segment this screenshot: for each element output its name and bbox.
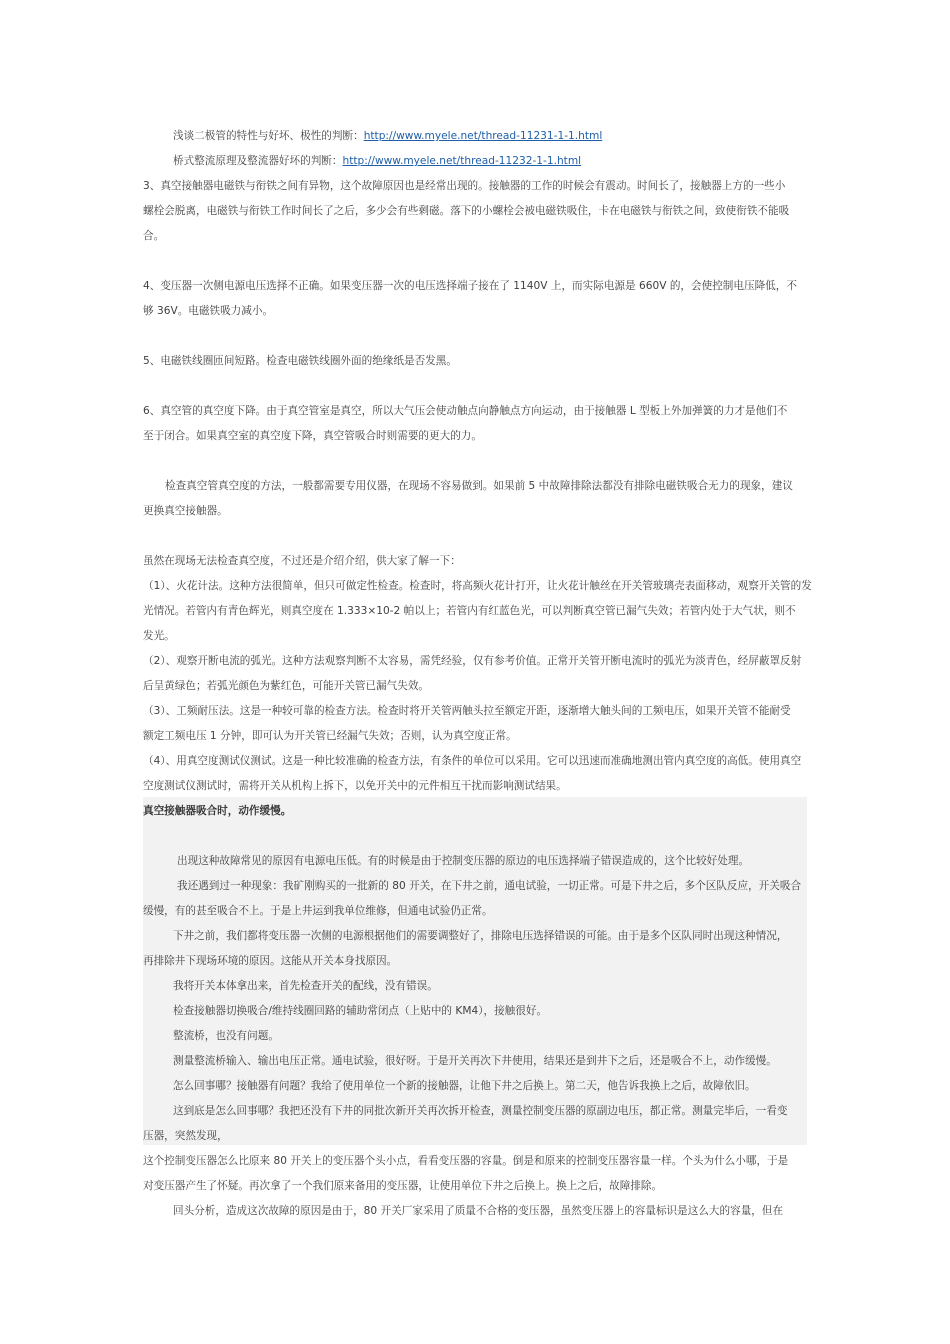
link-line-diode bbox=[173, 129, 950, 143]
story-line: 压器，突然发现， bbox=[143, 1130, 228, 1142]
paragraph-line: （4）、用真空度测试仪测试。这是一种比较准确的检查方法，有条件的单位可以采用。它可以迅速而准确地测出管内真空度的高低。使用真空 bbox=[143, 755, 802, 767]
story-line: 下井之前，我们都将变压器一次侧的电源根据他们的需要调整好了，排除电压选择错误的可能。由于是多个区队同时出现这种情况， bbox=[173, 930, 788, 942]
story-line: 这到底是怎么回事哪？我把还没有下井的同批次新开关再次拆开检查，测量控制变压器的原副边电压，都正常。测量完毕后，一看变 bbox=[173, 1105, 788, 1117]
paragraph-line: 虽然在现场无法检查真空度，不过还是介绍介绍，供大家了解一下： bbox=[143, 555, 461, 567]
paragraph-line: 合。 bbox=[143, 230, 165, 242]
story-line: 怎么回事哪？接触器有问题？我给了使用单位一个新的接触器，让他下井之后换上。第二天，他告诉我换上之后，故障依旧。 bbox=[173, 1080, 756, 1092]
thread-link[interactable]: http://www.myele.net/thread-11231-1-1.html bbox=[363, 130, 603, 142]
paragraph-line: 光情况。若管内有青色辉光，则真空度在 1.333×10-2 帕以上；若管内有红蓝色光，可以判断真空管已漏气失效；若管内处于大气状，则不 bbox=[143, 605, 796, 617]
paragraph-line: （3）、工频耐压法。这是一种较可靠的检查方法。检查时将开关管两触头拉至额定开距，逐渐增大触头间的工频电压，如果开关管不能耐受 bbox=[143, 705, 791, 717]
story-line: 回头分析，造成这次故障的原因是由于，80 开关厂家采用了质量不合格的变压器，虽然变压器上的容量标识是这么大的容量，但在 bbox=[173, 1205, 784, 1217]
link-prefix: 桥式整流原理及整流器好坏的判断： bbox=[173, 155, 343, 167]
paragraph-line: 螺栓会脱离，电磁铁与衔铁工作时间长了之后，多少会有些剩磁。落下的小螺栓会被电磁铁吸住，卡在电磁铁与衔铁之间，致使衔铁不能吸 bbox=[143, 205, 790, 217]
story-line: 我将开关本体拿出来，首先检查开关的配线，没有错误。 bbox=[173, 980, 438, 992]
paragraph-line: 够 36V。电磁铁吸力减小。 bbox=[143, 305, 274, 317]
story-line: 对变压器产生了怀疑。再次拿了一个我们原来备用的变压器，让使用单位下井之后换上。换上之后，故障排除。 bbox=[143, 1180, 663, 1192]
paragraph-line: 额定工频电压 1 分钟，即可认为开关管已经漏气失效；否则，认为真空度正常。 bbox=[143, 730, 517, 742]
paragraph-line: 检查真空管真空度的方法，一般都需要专用仪器，在现场不容易做到。如果前 5 中故障排除法都没有排除电磁铁吸合无力的现象，建议 bbox=[165, 480, 793, 492]
story-line: 缓慢，有的甚至吸合不上。于是上井运到我单位维修，但通电试验仍正常。 bbox=[143, 905, 493, 917]
story-line: 这个控制变压器怎么比原来 80 开关上的变压器个头小点，看看变压器的容量。倒是和原来的控制变压器容量一样。个头为什么小哪，于是 bbox=[143, 1155, 789, 1167]
section-title: 真空接触器吸合时，动作缓慢。 bbox=[143, 805, 292, 817]
link-line-bridge bbox=[173, 154, 950, 168]
story-line: 测量整流桥输入、输出电压正常。通电试验，很好呀。于是开关再次下井使用，结果还是到井下之后，还是吸合不上，动作缓慢。 bbox=[173, 1055, 777, 1067]
thread-link[interactable]: http://www.myele.net/thread-11232-1-1.html bbox=[342, 155, 582, 167]
paragraph-line: 5、电磁铁线圈匝间短路。检查电磁铁线圈外面的绝缘纸是否发黑。 bbox=[143, 355, 457, 367]
story-line: 检查接触器切换吸合/维持线圈回路的辅助常闭点（上贴中的 KM4），接触很好。 bbox=[173, 1005, 548, 1017]
story-line: 再排除井下现场环境的原因。这能从开关本身找原因。 bbox=[143, 955, 398, 967]
story-line: 我还遇到过一种现象：我矿刚购买的一批新的 80 开关，在下井之前，通电试验，一切正常。可是下井之后，多个区队反应，开关吸合 bbox=[177, 880, 802, 892]
paragraph-line: 4、变压器一次侧电源电压选择不正确。如果变压器一次的电压选择端子接在了 1140V 上，而实际电源是 660V 的，会使控制电压降低，不 bbox=[143, 280, 797, 292]
paragraph-line: （1）、火花计法。这种方法很简单，但只可做定性检查。检查时，将高频火花计打开，让火花计触丝在开关管玻璃壳表面移动，观察开关管的发 bbox=[143, 580, 812, 592]
paragraph-line: 至于闭合。如果真空室的真空度下降，真空管吸合时则需要的更大的力。 bbox=[143, 430, 482, 442]
story-line: 出现这种故障常见的原因有电源电压低。有的时候是由于控制变压器的原边的电压选择端子错误造成的，这个比较好处理。 bbox=[177, 855, 750, 867]
story-line: 整流桥，也没有问题。 bbox=[173, 1030, 279, 1042]
paragraph-line: 后呈黄绿色；若弧光颜色为紫红色，可能开关管已漏气失效。 bbox=[143, 680, 430, 692]
paragraph-line: （2）、观察开断电流的弧光。这种方法观察判断不太容易，需凭经验，仅有参考价值。正常开关管开断电流时的弧光为淡青色，经屏蔽罩反射 bbox=[143, 655, 802, 667]
paragraph-line: 空度测试仪测试时，需将开关从机构上拆下，以免开关中的元件相互干扰而影响测试结果。 bbox=[143, 780, 567, 792]
paragraph-line: 发光。 bbox=[143, 630, 175, 642]
paragraph-line: 更换真空接触器。 bbox=[143, 505, 228, 517]
paragraph-line: 3、真空接触器电磁铁与衔铁之间有异物，这个故障原因也是经常出现的。接触器的工作的时候会有震动。时间长了，接触器上方的一些小 bbox=[143, 180, 786, 192]
link-prefix: 浅谈二极管的特性与好坏、极性的判断： bbox=[173, 130, 364, 142]
paragraph-line: 6、真空管的真空度下降。由于真空管室是真空，所以大气压会使动触点向静触点方向运动，由于接触器 L 型板上外加弹簧的力才是他们不 bbox=[143, 405, 788, 417]
